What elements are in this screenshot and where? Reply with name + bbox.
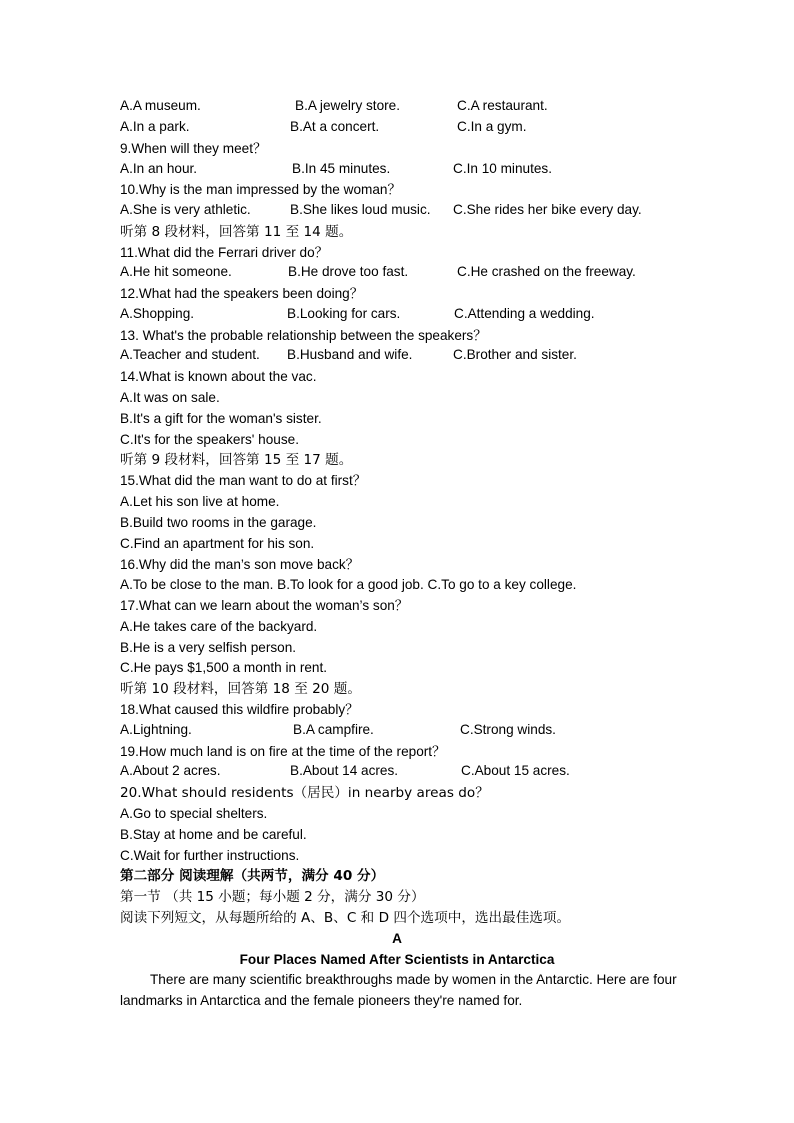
option-b: B.Build two rooms in the garage. [120,515,317,530]
question-16-stem: 16.Why did the man’s son move back？ [120,557,360,572]
option-a: A.Let his son live at home. [120,494,280,509]
option-c: C.Attending a wedding. [454,306,595,321]
option-a: A.Teacher and student. [120,347,260,362]
passage-letter: A [392,931,402,946]
option-a: A.Lightning. [120,722,192,737]
question-14-stem: 14.What is known about the vac. [120,369,317,384]
option-c: C.He crashed on the freeway. [457,264,636,279]
option-b: B.Husband and wife. [287,347,413,362]
option-a: A.She is very athletic. [120,202,251,217]
section-9-instruction: 听第 9 段材料，回答第 15 至 17 题。 [120,452,353,468]
option-a: A.About 2 acres. [120,763,221,778]
option-b: B.About 14 acres. [290,763,399,778]
option-c: C.Wait for further instructions. [120,848,300,863]
question-10-stem: 10.Why is the man impressed by the woman？ [120,182,402,197]
question-13-stem: 13. What's the probable relationship between the speakers？ [120,328,487,343]
part-2-instruction: 阅读下列短文，从每题所给的 A、B、C 和 D 四个选项中，选出最佳选项。 [120,910,571,926]
option-c: C.Strong winds. [460,722,556,737]
question-11-stem: 11.What did the Ferrari driver do？ [120,245,329,260]
option-c: C.Find an apartment for his son. [120,536,315,551]
option-c: C.About 15 acres. [461,763,570,778]
option-c: C.A restaurant. [457,98,548,113]
part-2-heading: 第二部分 阅读理解（共两节，满分 40 分） [120,868,385,884]
option-a: A.He hit someone. [120,264,232,279]
question-19-stem: 19.How much land is on fire at the time of the report？ [120,744,446,759]
question-20-stem: 20.What should residents（居民）in nearby areas do？ [120,785,489,801]
section-10-instruction: 听第 10 段材料，回答第 18 至 20 题。 [120,681,361,697]
question-15-stem: 15.What did the man want to do at first？ [120,473,367,488]
question-9-stem: 9.When will they meet？ [120,141,267,156]
option-b: B.At a concert. [290,119,380,134]
option-a: A.In an hour. [120,161,198,176]
option-a: A.In a park. [120,119,190,134]
option-a: A.He takes care of the backyard. [120,619,318,634]
passage-intro: There are many scientific breakthroughs made by women in the Antarctic. Here are four landmarks in Antarctica and the female pioneers they're named for. [120,972,677,1008]
option-b: B.He is a very selfish person. [120,640,297,655]
option-b: B.Looking for cars. [287,306,401,321]
option-b: B.A campfire. [293,722,374,737]
option-b: B.She likes loud music. [290,202,431,217]
option-b: B.A jewelry store. [295,98,401,113]
question-18-stem: 18.What caused this wildfire probably？ [120,702,359,717]
option-b: B.It's a gift for the woman's sister. [120,411,322,426]
option-a: A.It was on sale. [120,390,220,405]
passage-title: Four Places Named After Scientists in Antarctica [239,952,555,967]
option-c: C.It's for the speakers' house. [120,432,299,447]
section-8-instruction: 听第 8 段材料，回答第 11 至 14 题。 [120,224,353,240]
question-16-options: A.To be close to the man. B.To look for a good job. C.To go to a key college. [120,577,577,592]
option-c: C.In a gym. [457,119,527,134]
option-b: B.In 45 minutes. [292,161,391,176]
question-12-stem: 12.What had the speakers been doing？ [120,286,364,301]
option-c: C.He pays $1,500 a month in rent. [120,660,328,675]
option-c: C.Brother and sister. [453,347,577,362]
option-a: A.A museum. [120,98,201,113]
option-c: C.She rides her bike every day. [453,202,642,217]
option-a: A.Go to special shelters. [120,806,268,821]
part-2-section-1: 第一节 （共 15 小题；每小题 2 分，满分 30 分） [120,889,425,905]
option-b: B.Stay at home and be careful. [120,827,307,842]
option-c: C.In 10 minutes. [453,161,552,176]
question-17-stem: 17.What can we learn about the woman’s son？ [120,598,409,613]
option-a: A.Shopping. [120,306,195,321]
option-b: B.He drove too fast. [288,264,409,279]
